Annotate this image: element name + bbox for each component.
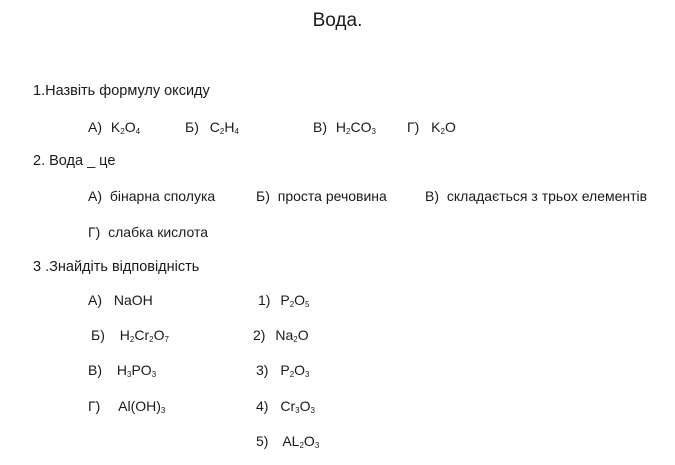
formula-text: P xyxy=(280,362,290,378)
formula-text: H xyxy=(224,119,235,135)
option-label: 3) xyxy=(256,362,269,378)
option-label: 2) xyxy=(253,327,266,343)
q1-option-c xyxy=(313,119,376,135)
formula-subscript: 2 xyxy=(219,127,225,136)
q3-right-5-formula xyxy=(282,433,319,449)
q3-right-1 xyxy=(258,292,309,308)
formula-subscript: 2 xyxy=(299,441,304,450)
question-2-text: 2. Вода _ це xyxy=(33,153,116,169)
formula-subscript: 3 xyxy=(314,441,320,450)
option-label: В) xyxy=(425,188,439,204)
option-text: складається з трьох елементів xyxy=(446,188,648,204)
q3-left-a xyxy=(88,292,153,308)
option-label: А) xyxy=(88,188,102,204)
option-label: 5) xyxy=(256,433,269,449)
page-title: Вода. xyxy=(312,10,363,31)
q3-right-2-formula xyxy=(275,327,308,343)
formula-subscript: 2 xyxy=(293,335,298,344)
formula-subscript: 7 xyxy=(164,335,169,344)
formula-subscript: 4 xyxy=(234,127,239,136)
formula-text: H xyxy=(116,362,128,378)
option-label: Б) xyxy=(256,188,270,204)
formula-text: O xyxy=(444,119,456,135)
q1-option-b-formula xyxy=(210,119,239,135)
formula-text: O xyxy=(153,327,165,343)
question-3-text: 3 .Знайдіть відповідність xyxy=(33,259,200,275)
formula-subscript: 3 xyxy=(310,406,315,415)
formula-text: Cr xyxy=(280,398,296,414)
formula-text: O xyxy=(294,292,306,308)
option-label: В) xyxy=(88,362,102,378)
q1-option-d xyxy=(407,119,456,135)
q3-right-1-formula xyxy=(280,292,309,308)
formula-text: H xyxy=(335,119,347,135)
q3-right-2 xyxy=(253,327,309,343)
formula-text: NaOH xyxy=(113,292,153,308)
q1-option-d-formula xyxy=(431,119,456,135)
formula-subscript: 2 xyxy=(129,335,135,344)
formula-subscript: 3 xyxy=(151,370,157,379)
formula-subscript: 2 xyxy=(120,127,125,136)
formula-text: Cr xyxy=(134,327,150,343)
formula-text: H xyxy=(119,327,130,343)
q3-left-d xyxy=(88,398,165,414)
formula-subscript: 3 xyxy=(160,406,166,415)
formula-text: Al(OH) xyxy=(118,398,161,414)
option-label: Б) xyxy=(91,327,105,343)
formula-text: O xyxy=(124,119,136,135)
q1-option-b xyxy=(185,119,239,135)
q2-option-b xyxy=(256,188,387,204)
q2-option-a xyxy=(88,188,215,204)
formula-text: P xyxy=(280,292,290,308)
q3-left-d-formula xyxy=(118,398,165,414)
option-text: проста речовина xyxy=(277,188,387,204)
option-label: Б) xyxy=(185,119,199,135)
option-label: 4) xyxy=(256,398,269,414)
option-label: Г) xyxy=(407,119,420,135)
option-label: Г) xyxy=(88,398,101,414)
option-label: 1) xyxy=(258,292,271,308)
option-text: бінарна сполука xyxy=(109,188,216,204)
q3-left-b xyxy=(91,327,169,343)
formula-subscript: 2 xyxy=(289,300,295,309)
option-label: А) xyxy=(88,119,102,135)
question-1-text: 1.Назвіть формулу оксиду xyxy=(33,83,210,99)
q1-option-c-formula xyxy=(336,119,376,135)
q3-left-c xyxy=(88,362,156,378)
option-label: В) xyxy=(313,119,327,135)
option-text: слабка кислота xyxy=(108,224,209,240)
formula-text: PO xyxy=(131,362,152,378)
formula-subscript: 3 xyxy=(295,406,300,415)
q1-option-a xyxy=(88,119,140,135)
q3-right-4-formula xyxy=(280,398,315,414)
formula-subscript: 3 xyxy=(371,127,376,136)
option-label: А) xyxy=(88,292,102,308)
q3-right-3-formula xyxy=(280,362,309,378)
q3-right-3 xyxy=(256,362,309,378)
formula-text: CO xyxy=(350,119,372,135)
option-label: Г) xyxy=(88,224,101,240)
formula-text: AL xyxy=(282,433,300,449)
formula-text: O xyxy=(303,433,315,449)
formula-text: Na xyxy=(275,327,294,343)
q1-option-a-formula xyxy=(111,119,140,135)
q3-right-5 xyxy=(256,433,319,449)
q2-option-d xyxy=(88,224,208,240)
formula-subscript: 2 xyxy=(289,370,295,379)
formula-text: O xyxy=(299,398,311,414)
formula-subscript: 2 xyxy=(346,127,351,136)
formula-subscript: 4 xyxy=(135,127,141,136)
q3-left-b-formula xyxy=(120,327,169,343)
q3-left-a-formula xyxy=(114,292,153,308)
q3-right-4 xyxy=(256,398,315,414)
formula-text: K xyxy=(431,119,441,135)
formula-text: O xyxy=(297,327,309,343)
formula-subscript: 2 xyxy=(440,127,445,136)
q3-left-c-formula xyxy=(117,362,156,378)
formula-text: K xyxy=(110,119,121,135)
q2-option-c xyxy=(425,188,647,204)
formula-text: C xyxy=(209,119,220,135)
formula-subscript: 3 xyxy=(305,370,310,379)
formula-subscript: 3 xyxy=(127,370,132,379)
formula-subscript: 2 xyxy=(149,335,154,344)
formula-text: O xyxy=(294,362,306,378)
formula-subscript: 5 xyxy=(305,300,310,309)
